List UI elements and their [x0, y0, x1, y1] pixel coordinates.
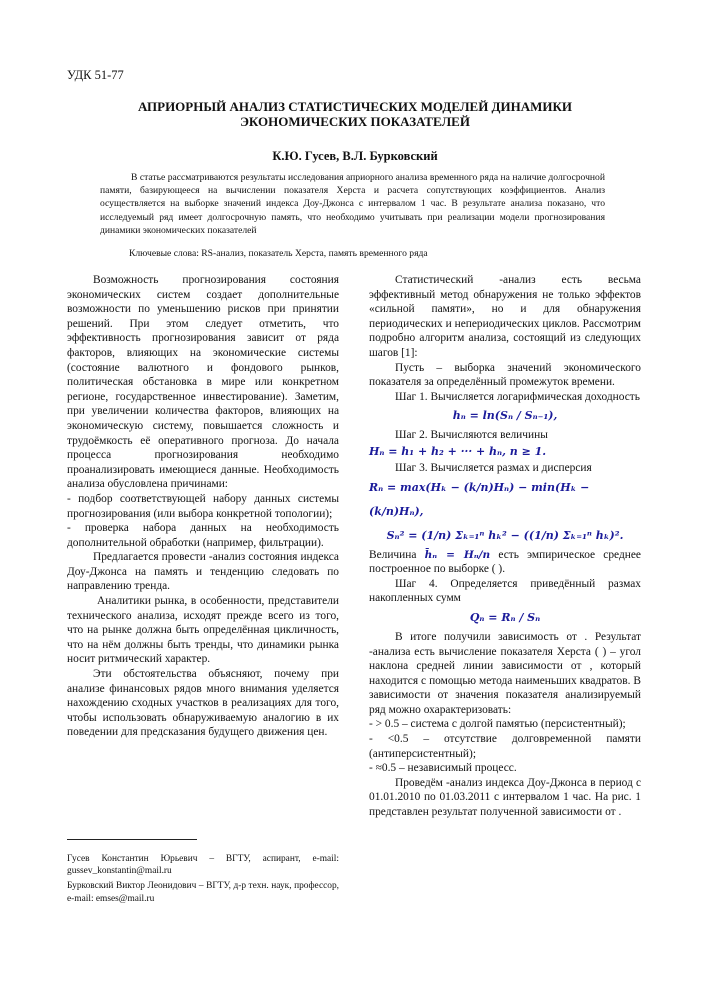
paragraph: Эти обстоятельства объясняют, почему при анализе финансовых рядов много внимания уделяется нахождению сходных участков в реализациях для того, чтобы использовать обнаруживаемую аналогию в их поведении для предсказания будущего движения цен. — [67, 668, 339, 739]
title-line-1: АПРИОРНЫЙ АНАЛИЗ СТАТИСТИЧЕСКИХ МОДЕЛЕЙ ДИНАМИКИ — [137, 99, 573, 114]
formula-range: Rₙ = max(Hₖ − (k/n)Hₙ) − min(Hₖ − (k/n)Hₙ), — [369, 480, 590, 518]
paragraph — [369, 548, 641, 577]
list-item: - ≈0.5 – независимый процесс. — [369, 762, 517, 775]
formula-log-return: hₙ = ln(Sₙ / Sₙ₋₁), — [452, 409, 558, 423]
footnote-rule — [67, 839, 197, 840]
list-item: - подбор соответствующей набору данных системы прогнозирования (или выбора конкретной топологии); — [67, 492, 339, 520]
formula-cumulative-sum: Hₙ = h₁ + h₂ + ··· + hₙ, n ≥ 1. — [369, 444, 547, 458]
paragraph: Аналитики рынка, в особенности, представители технического анализа, исходят прежде всего из того, что на рынке должна быть определённая цикличность, что на нём должны быть тренды, что динамики рынка носит ритмический характер. — [67, 595, 339, 666]
right-column — [369, 273, 641, 820]
keywords: Ключевые слова: RS-анализ, показатель Херста, память временного ряда — [129, 248, 428, 259]
paragraph: Шаг 3. Вычисляется размах и дисперсия — [395, 461, 592, 474]
paragraph: В итоге получили зависимость от . Результат -анализа есть вычисление показателя Херста ( ) – угол наклона средней линии зависимости от , который находится с помощью метода наименьших квадратов. В зависимости от значения показателя анализируемый ряд можно охарактеризовать: — [369, 630, 641, 716]
paragraph: Возможность прогнозирования состояния экономических систем создает дополнительные возможности по уменьшению рисков при принятии решений. При этом следует отметить, что эффективность прогнозирования зависит от ряда факторов, влияющих на экономические системы (состояние валютного и фондового рынков, политическая обстановка в мире или конкретном регионе, государственное инвестирование). Заметим, при увеличении количества факторов, влияющих на экономическую систему, повышается сложность и трудоёмкость её оперативного прогноза. До начала процесса прогнозирования необходимо проанализировать имеющиеся данные. Необходимость анализа обусловлена причинами: — [67, 274, 339, 491]
paragraph: Шаг 2. Вычисляются величины — [395, 429, 548, 442]
udk-code: УДК 51-77 — [67, 68, 124, 82]
formula-rescaled-range: Qₙ = Rₙ / Sₙ — [469, 610, 541, 624]
paragraph: Пусть – выборка значений экономического показателя за определённый промежуток времени. — [369, 361, 641, 389]
formula-mean: h̄ₙ = Hₙ/n — [424, 548, 491, 561]
footnote-author-2: Бурковский Виктор Леонидович – ВГТУ, д-р техн. наук, профессор, e-mail: emses@mail.ru — [67, 881, 339, 904]
title-line-2: ЭКОНОМИЧЕСКИХ ПОКАЗАТЕЛЕЙ — [240, 114, 470, 129]
list-item: - проверка набора данных на необходимость дополнительной обработки (например, фильтрации). — [67, 522, 339, 549]
paragraph: Шаг 4. Определяется приведённый размах накопленных сумм — [369, 577, 641, 605]
text-fragment: Величина — [369, 548, 417, 561]
left-column — [67, 273, 339, 740]
list-item: - <0.5 – отсутствие долговременной памяти (антиперсистентный); — [369, 733, 641, 760]
footnotes — [67, 853, 339, 908]
paragraph: Проведём -анализ индекса Доу-Джонса в период с 01.01.2010 по 01.03.2011 с интервалом 1 час. На рис. 1 представлен результат полученной зависимости от . — [369, 776, 641, 819]
text-fragment: есть эмпирическое среднее построенное по выборке ( ). — [369, 548, 641, 576]
footnote-author-1: Гусев Константин Юрьевич – ВГТУ, аспирант, e-mail: gussev_konstantin@mail.ru — [67, 854, 339, 877]
article-title — [60, 99, 650, 129]
list-item: - > 0.5 – система с долгой памятью (персистентный); — [369, 718, 626, 731]
abstract: В статье рассматриваются результаты исследования априорного анализа временного ряда на наличие долгосрочной памяти, базирующееся на вычислении показателя Херста и расчета сопутствующих коэффициентов. Анализ осуществляется на выборке значений индекса Доу-Джонса с интервалом 1 час. В результате анализа показано, что исследуемый ряд имеет долгосрочную память, что необходимо учитывать при реализации модели прогнозирования динамики экономических показателей — [100, 172, 605, 236]
formula-variance: Sₙ² = (1/n) Σₖ₌₁ⁿ hₖ² − ((1/n) Σₖ₌₁ⁿ hₖ)². — [386, 528, 624, 542]
paragraph: Шаг 1. Вычисляется логарифмическая доходность — [395, 390, 640, 403]
paragraph: Предлагается провести -анализ состояния индекса Доу-Джонса на память и тенденцию следовать по направлению тренда. — [67, 551, 339, 593]
paragraph: Статистический -анализ есть весьма эффективный метод обнаружения не только эффектов «сильной памяти», но и для обнаружения периодических и непериодических циклов. Рассмотрим подробно алгоритм анализа, состоящий из следующих шагов [1]: — [369, 274, 641, 359]
authors: К.Ю. Гусев, В.Л. Бурковский — [272, 149, 438, 163]
